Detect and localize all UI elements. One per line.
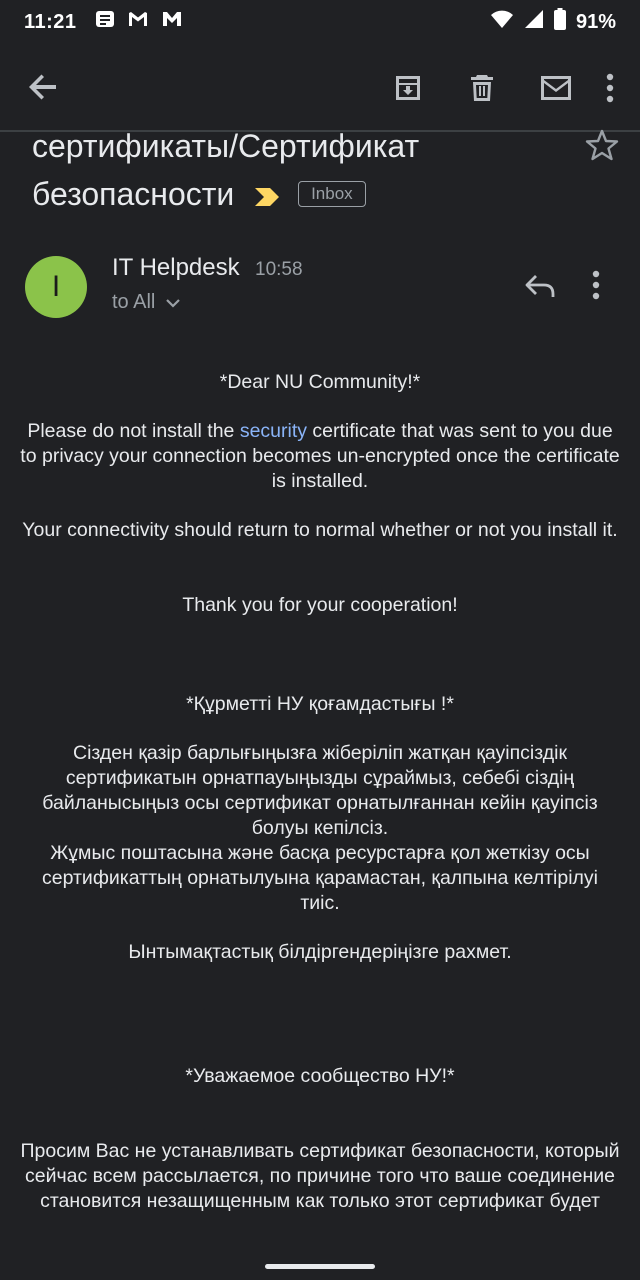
- ru-greeting: *Уважаемое сообщество НУ!*: [185, 1065, 455, 1087]
- email-body: [20, 370, 620, 1214]
- subject-line-2-row: [32, 170, 582, 221]
- en-p1-text-b: certificate that was sent to you due to privacy your connection becomes un-encrypted once the certificate is installed.: [20, 420, 620, 492]
- notes-icon: [95, 10, 115, 34]
- recipients-toggle[interactable]: [112, 291, 181, 314]
- battery-percent: 91%: [575, 10, 616, 33]
- email-subject: [32, 122, 582, 221]
- arrow-back-icon[interactable]: [22, 66, 64, 113]
- kz-paragraph-2: Жұмыс поштасына және басқа ресурстарға қол жеткізу осы сертификаттың орнатылуына қарамастан, қалпына келтірілуі тиіс.: [41, 842, 599, 914]
- importance-marker-icon[interactable]: [253, 173, 281, 221]
- sender-avatar[interactable]: I: [25, 256, 87, 318]
- mark-unread-icon[interactable]: [536, 68, 576, 108]
- en-paragraph-2: Your connectivity should return to normal whether or not you install it.: [22, 519, 618, 541]
- battery-icon: [554, 8, 566, 36]
- chevron-down-icon: [165, 291, 181, 314]
- sender-name: IT Helpdesk: [112, 254, 240, 281]
- email-toolbar: [0, 48, 640, 128]
- ru-paragraph-1: Просим Вас не устанавливать сертификат безопасности, который сейчас всем рассылается, по причине того что ваше соединение становится незащищенным как только этот сертификат будет: [20, 1140, 620, 1212]
- notification-icons: [95, 10, 183, 34]
- en-paragraph-1: [20, 419, 620, 494]
- more-vert-icon[interactable]: [598, 68, 622, 108]
- subject-line-1: сертификаты/Сертификат: [32, 128, 420, 164]
- status-bar: [0, 0, 640, 44]
- recipients-text: to All: [112, 291, 156, 313]
- gmail-icon: [127, 10, 149, 34]
- home-indicator[interactable]: [265, 1264, 375, 1269]
- kz-thanks: Ынтымақтастық білдіргендеріңізге рахмет.: [128, 941, 512, 963]
- en-greeting: *Dear NU Community!*: [219, 371, 421, 393]
- kz-paragraph-1: Сізден қазір барлығыңызға жіберіліп жатқан қауіпсіздік сертификатын орнатпауыңызды сұраймыз, себебі сіздің байланысыңыз осы сертификат орнатылғаннан кейін қауіпсіз болуы кепілсіз.: [42, 742, 598, 839]
- archive-icon[interactable]: [388, 68, 428, 108]
- en-thanks: Thank you for your cooperation!: [182, 594, 458, 616]
- subject-line-2: безопасности: [32, 176, 235, 212]
- gmail-alt-icon: [161, 10, 183, 34]
- sent-time: 10:58: [255, 259, 303, 280]
- wifi-icon: [490, 9, 514, 35]
- toolbar-actions: [354, 68, 622, 108]
- star-icon[interactable]: [584, 128, 620, 167]
- delete-icon[interactable]: [462, 68, 502, 108]
- signal-icon: [524, 9, 544, 35]
- inbox-label-chip[interactable]: Inbox: [298, 181, 366, 207]
- status-time: 11:21: [24, 10, 77, 33]
- reply-icon[interactable]: [522, 270, 556, 305]
- status-right: [490, 8, 616, 36]
- sender-more-icon[interactable]: [592, 270, 600, 305]
- security-link[interactable]: security: [239, 420, 307, 442]
- en-p1-text-a: Please do not install the: [27, 420, 240, 442]
- kz-greeting: *Құрметті НУ қоғамдастығы !*: [186, 693, 454, 715]
